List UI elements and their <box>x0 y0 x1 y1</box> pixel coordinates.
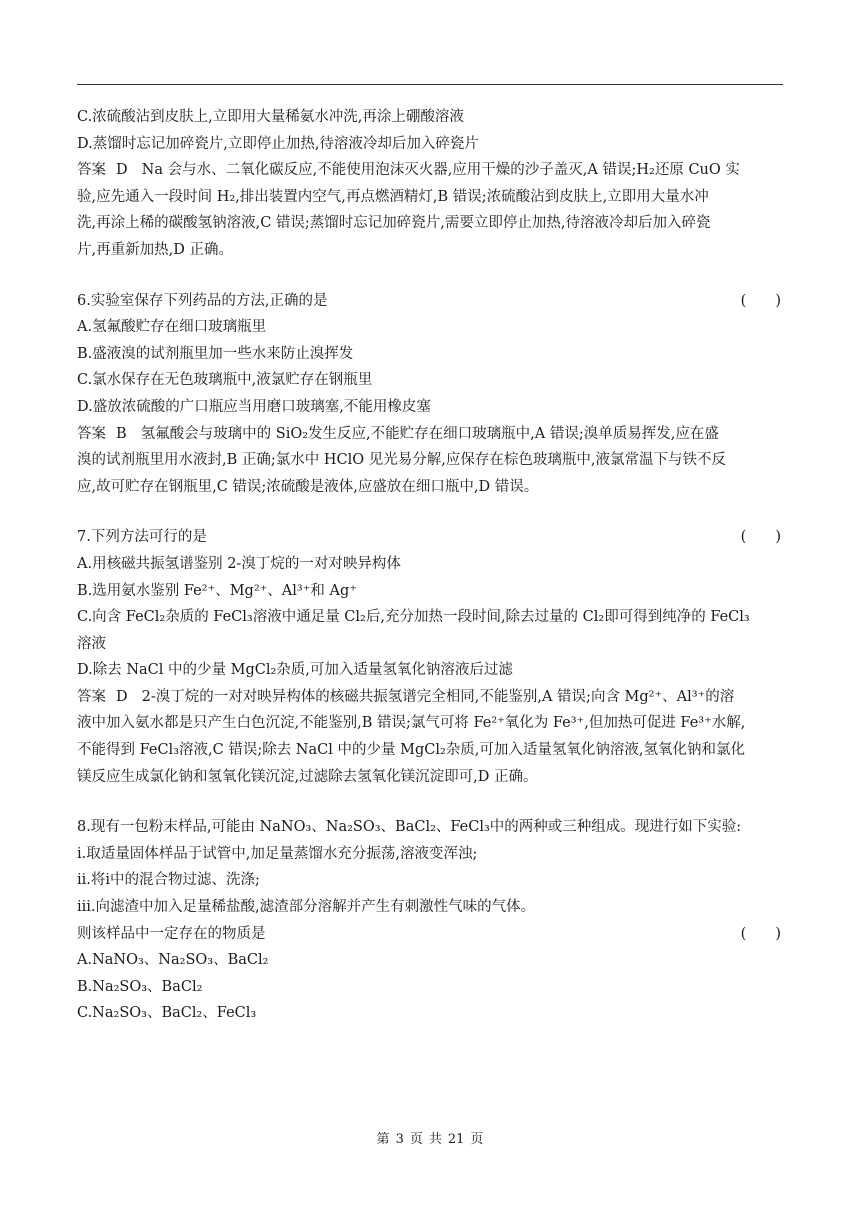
footer-page-number: 3 <box>395 1132 404 1147</box>
q5-answer-line <box>77 157 783 184</box>
answer-label: 答案 <box>77 425 106 442</box>
q7-answer-line <box>77 684 783 711</box>
footer-total-pages: 21 <box>447 1132 465 1147</box>
q7-option-c: C.向含 FeCl₂杂质的 FeCl₃溶液中通足量 Cl₂后,充分加热一段时间,除去过量的 Cl₂即可得到纯净的 FeCl₃ <box>77 609 750 626</box>
q6-explanation-1: 氢氟酸会与玻璃中的 SiO₂发生反应,不能贮存在细口玻璃瓶中,A 错误;溴单质易挥发,应在盛 <box>140 425 719 442</box>
answer-choice: B <box>116 425 127 442</box>
q6-answer-blank: ( ) <box>740 292 781 309</box>
q7-answer-blank: ( ) <box>740 529 781 546</box>
page-content <box>77 104 783 1027</box>
q6-answer-line <box>77 421 783 448</box>
answer-label: 答案 <box>77 162 106 179</box>
q5-explanation-1: Na 会与水、二氧化碳反应,不能使用泡沫灭火器,应用干燥的沙子盖灭,A 错误;H₂还原 CuO 实 <box>141 162 740 179</box>
q5-explanation-3: 洗,再涂上稀的碳酸氢钠溶液,C 错误;蒸馏时忘记加碎瓷片,需要立即停止加热,待溶液冷却后加入碎瓷 <box>77 215 711 232</box>
q6-option-a: A.氢氟酸贮存在细口玻璃瓶里 <box>77 319 267 336</box>
q8-step-i: ⅰ.取适量固体样品于试管中,加足量蒸馏水充分振荡,溶液变浑浊; <box>77 845 478 862</box>
q8-option-b: B.Na₂SO₃、BaCl₂ <box>77 978 203 995</box>
q5-option-c: C.浓硫酸沾到皮肤上,立即用大量稀氨水冲洗,再涂上硼酸溶液 <box>77 109 464 125</box>
q7-option-d: D.除去 NaCl 中的少量 MgCl₂杂质,可加入适量氢氧化钠溶液后过滤 <box>77 662 513 679</box>
q8-answer-blank: ( ) <box>740 925 781 942</box>
q6-stem: 6.实验室保存下列药品的方法,正确的是 <box>77 292 328 309</box>
q7-stem-line <box>77 524 783 551</box>
q5-explanation-2: 验,应先通入一段时间 H₂,排出装置内空气,再点燃酒精灯,B 错误;浓硫酸沾到皮肤上,立即用大量水冲 <box>77 188 709 205</box>
q8-stem: 8.现有一包粉末样品,可能由 NaNO₃、Na₂SO₃、BaCl₂、FeCl₃中的两种或三种组成。现进行如下实验: <box>77 819 742 836</box>
q6-explanation-2: 溴的试剂瓶里用水液封,B 正确;氯水中 HClO 见光易分解,应保存在棕色玻璃瓶中,液氯常温下与铁不反 <box>77 452 726 469</box>
q8-option-c: C.Na₂SO₃、BaCl₂、FeCl₃ <box>77 1005 257 1022</box>
q8-question: 则该样品中一定存在的物质是 <box>77 925 266 942</box>
page-footer <box>0 1128 860 1147</box>
q5-explanation-4: 片,再重新加热,D 正确。 <box>77 241 233 258</box>
q6-option-c: C.氯水保存在无色玻璃瓶中,液氯贮存在钢瓶里 <box>77 372 373 389</box>
q7-option-a: A.用核磁共振氢谱鉴别 2-溴丁烷的一对对映异构体 <box>77 555 401 572</box>
q8-step-iii: ⅲ.向滤渣中加入足量稀盐酸,滤渣部分溶解并产生有刺激性气味的气体。 <box>77 899 536 916</box>
q7-explanation-2: 液中加入氨水都是只产生白色沉淀,不能鉴别,B 错误;氯气可将 Fe²⁺氧化为 Fe³⁺,但加热可促进 Fe³⁺水解, <box>77 715 746 732</box>
q5-option-d: D.蒸馏时忘记加碎瓷片,立即停止加热,待溶液冷却后加入碎瓷片 <box>77 135 479 152</box>
footer-gong: 共 <box>428 1132 442 1147</box>
footer-ye-2: 页 <box>470 1132 484 1147</box>
q8-question-line <box>77 921 783 948</box>
footer-di: 第 <box>376 1132 390 1147</box>
answer-choice: D <box>116 688 128 705</box>
answer-label: 答案 <box>77 688 106 705</box>
q7-explanation-3: 不能得到 FeCl₃溶液,C 错误;除去 NaCl 中的少量 MgCl₂杂质,可加入适量氢氧化钠溶液,氢氧化钠和氯化 <box>77 742 745 759</box>
q7-explanation-1: 2-溴丁烷的一对对映异构体的核磁共振氢谱完全相同,不能鉴别,A 错误;向含 Mg²⁺、Al³⁺的溶 <box>141 688 735 705</box>
q6-option-d: D.盛放浓硫酸的广口瓶应当用磨口玻璃塞,不能用橡皮塞 <box>77 398 431 415</box>
answer-choice: D <box>116 162 128 179</box>
q7-explanation-4: 镁反应生成氯化钠和氢氧化镁沉淀,过滤除去氢氧化镁沉淀即可,D 正确。 <box>77 768 538 785</box>
q8-step-ii: ⅱ.将ⅰ中的混合物过滤、洗涤; <box>77 872 260 889</box>
q7-option-b: B.选用氨水鉴别 Fe²⁺、Mg²⁺、Al³⁺和 Ag⁺ <box>77 582 357 599</box>
q8-option-a: A.NaNO₃、Na₂SO₃、BaCl₂ <box>77 952 269 969</box>
header-rule <box>77 84 783 85</box>
q7-option-c-cont: 溶液 <box>77 635 106 652</box>
q6-option-b: B.盛液溴的试剂瓶里加一些水来防止溴挥发 <box>77 345 354 362</box>
q6-explanation-3: 应,故可贮存在钢瓶里,C 错误;浓硫酸是液体,应盛放在细口瓶中,D 错误。 <box>77 478 539 495</box>
q6-stem-line <box>77 288 783 315</box>
footer-ye: 页 <box>409 1132 423 1147</box>
q7-stem: 7.下列方法可行的是 <box>77 529 207 546</box>
